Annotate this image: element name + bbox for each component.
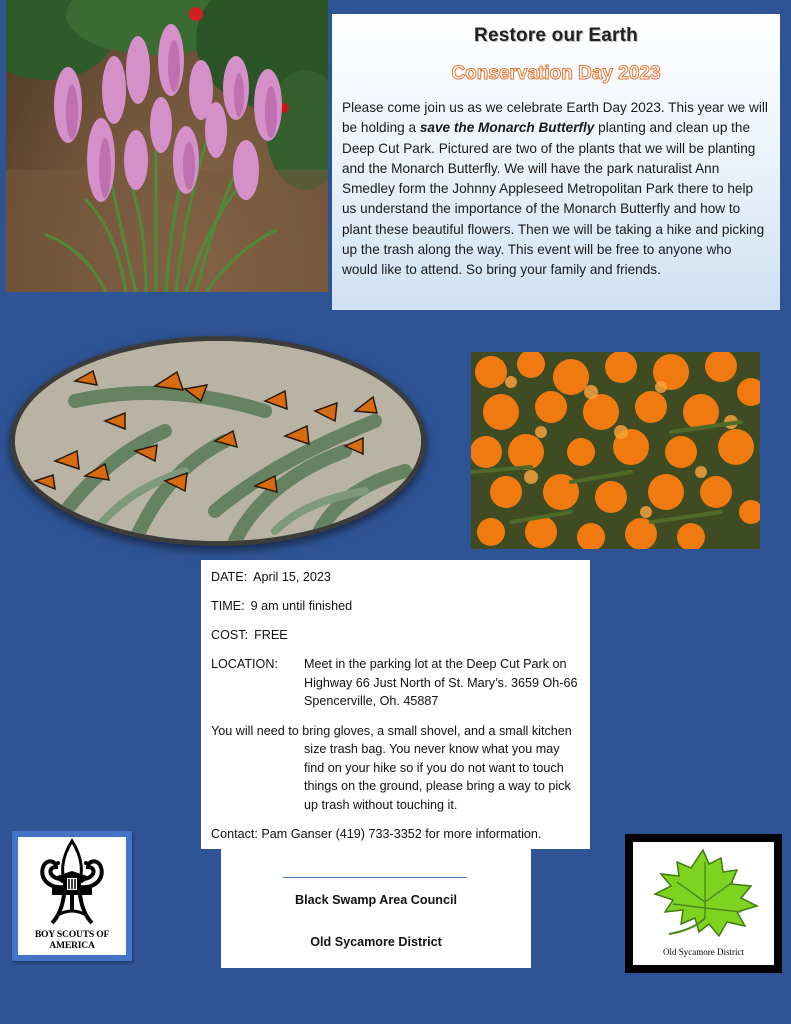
contact-info: Contact: Pam Ganser (419) 733-3352 for more information. xyxy=(211,826,542,841)
page-title: Restore our Earth xyxy=(474,25,638,46)
date-label: DATE: xyxy=(211,570,248,584)
time-label: TIME: xyxy=(211,599,245,614)
sycamore-leaf-icon xyxy=(633,842,774,942)
old-sycamore-district-logo xyxy=(625,834,782,973)
cost-value: FREE xyxy=(254,628,288,643)
intro-text-part1: Please come join us as we celebrate Earth Day 2023. This year we will be holding a xyxy=(342,100,768,136)
cost-label: COST: xyxy=(211,628,249,643)
date-row xyxy=(211,568,580,587)
district-name: Old Sycamore District xyxy=(310,935,442,949)
divider xyxy=(283,877,467,878)
bring-items-note xyxy=(211,722,580,815)
bsa-logo-text: BOY SCOUTS OF AMERICA xyxy=(34,929,110,951)
intro-text-part2: planting and clean up the Deep Cut Park. Pictured are two of the plants that we will be planting and the Monarch Butterfly. We will have the park naturalist Ann Smedley form the Johnny Appleseed Metropolitan Park there to help us understand the importance of the Monarch Butterfly and how to plant these beautiful flowers. Then we will be taking a hike and picking up the trash along the way. This event will be free to anyone who would like to attend. So bring your family and friends. xyxy=(342,120,765,278)
intro-paragraph xyxy=(342,98,770,281)
date-value: April 15, 2023 xyxy=(253,570,331,584)
location-row xyxy=(211,655,580,711)
bring-items-rest: size trash bag. You never know what you may find on your hike so if you do not want to touch things on the ground, please bring a way to pick up trash without touching it. xyxy=(304,742,571,812)
district-logo-inner xyxy=(631,840,776,967)
fleur-de-lis-icon xyxy=(18,837,126,937)
monarch-butterflies-photo xyxy=(10,336,426,546)
time-value: 9 am until finished xyxy=(250,599,353,614)
boy-scouts-logo xyxy=(12,831,132,961)
location-value: Meet in the parking lot at the Deep Cut Park on Highway 66 Just North of St. Mary’s. 3659 Oh-66 Spencerville, Oh. 45887 xyxy=(304,657,578,709)
location-label: LOCATION: xyxy=(211,657,278,672)
council-panel xyxy=(221,849,531,968)
bsa-logo-inner xyxy=(18,837,126,955)
intro-panel xyxy=(332,14,780,310)
liatris-flower-photo xyxy=(6,0,328,292)
cost-row xyxy=(211,626,580,645)
intro-emphasis: save the Monarch Butterfly xyxy=(419,120,595,136)
bring-items-first-line: You will need to bring gloves, a small shovel, and a small kitchen xyxy=(211,723,572,738)
district-logo-caption: Old Sycamore District xyxy=(663,947,744,957)
event-details-panel xyxy=(201,560,590,849)
time-row xyxy=(211,597,580,616)
event-subtitle: Conservation Day 2023 xyxy=(451,63,661,84)
butterfly-milkweed-photo xyxy=(471,352,760,549)
council-name: Black Swamp Area Council xyxy=(295,893,457,907)
